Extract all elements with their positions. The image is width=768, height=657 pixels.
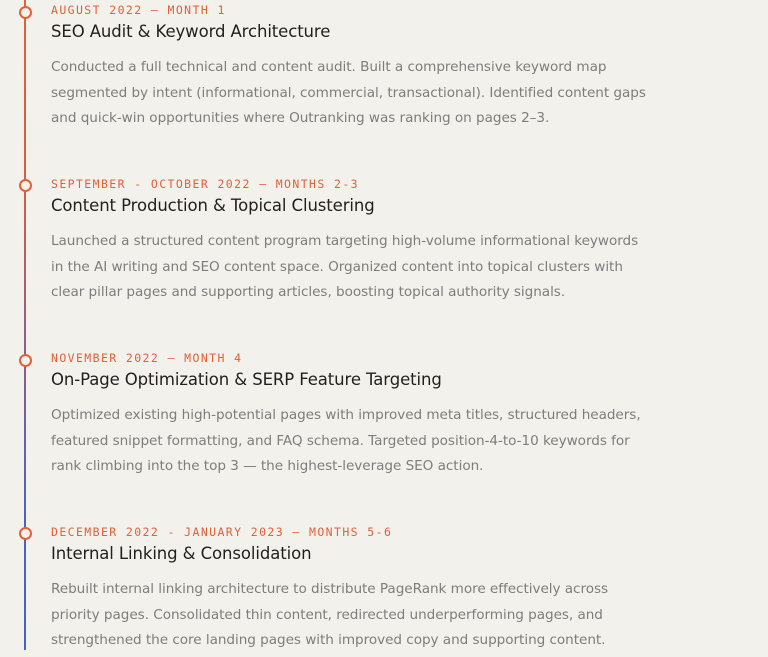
entry-description-line: Launched a structured content program targeting high-volume informational keywords (51, 233, 639, 249)
timeline-line (24, 0, 26, 650)
entry-date: DECEMBER 2022 - JANUARY 2023 — MONTHS 5-6 (51, 525, 393, 539)
entry-description-line: featured snippet formatting, and FAQ schema. Targeted position-4-to-10 keywords for (51, 432, 630, 449)
entry-description (51, 55, 661, 132)
entry-description-line: strengthened the core landing pages with improved copy and supporting content. (51, 632, 606, 649)
entry-description-line: and quick-win opportunities where Outranking was ranking on pages 2–3. (51, 110, 550, 127)
entry-description-line: Conducted a full technical and content audit. Built a comprehensive keyword map (51, 59, 607, 75)
entry-description-line: segmented by intent (informational, commercial, transactional). Identified content gaps (51, 84, 646, 101)
timeline-dot-icon (19, 179, 32, 192)
entry-description-line: Rebuilt internal linking architecture to distribute PageRank more effectively across (51, 581, 609, 597)
entry-description (51, 577, 661, 654)
entry-description-line: Optimized existing high-potential pages with improved meta titles, structured headers, (51, 407, 641, 423)
entry-description-line: rank climbing into the top 3 — the highest-leverage SEO action. (51, 458, 484, 475)
entry-description (51, 403, 661, 480)
entry-description (51, 229, 661, 306)
entry-date: AUGUST 2022 — MONTH 1 (51, 3, 226, 17)
entry-title: SEO Audit & Keyword Architecture (51, 22, 331, 41)
entry-title: Content Production & Topical Clustering (51, 196, 375, 215)
entry-date: NOVEMBER 2022 — MONTH 4 (51, 351, 243, 365)
entry-description-line: in the AI writing and SEO content space. Organized content into topical clusters with (51, 258, 623, 275)
entry-title: Internal Linking & Consolidation (51, 544, 312, 563)
entry-description-line: clear pillar pages and supporting articles, boosting topical authority signals. (51, 284, 566, 301)
entry-description-line: priority pages. Consolidated thin content, redirected underperforming pages, and (51, 606, 603, 623)
entry-date: SEPTEMBER - OCTOBER 2022 — MONTHS 2-3 (51, 177, 359, 191)
timeline-dot-icon (19, 354, 32, 367)
entry-title: On-Page Optimization & SERP Feature Targeting (51, 370, 442, 389)
timeline-dot-icon (19, 6, 32, 19)
timeline-dot-icon (19, 527, 32, 540)
